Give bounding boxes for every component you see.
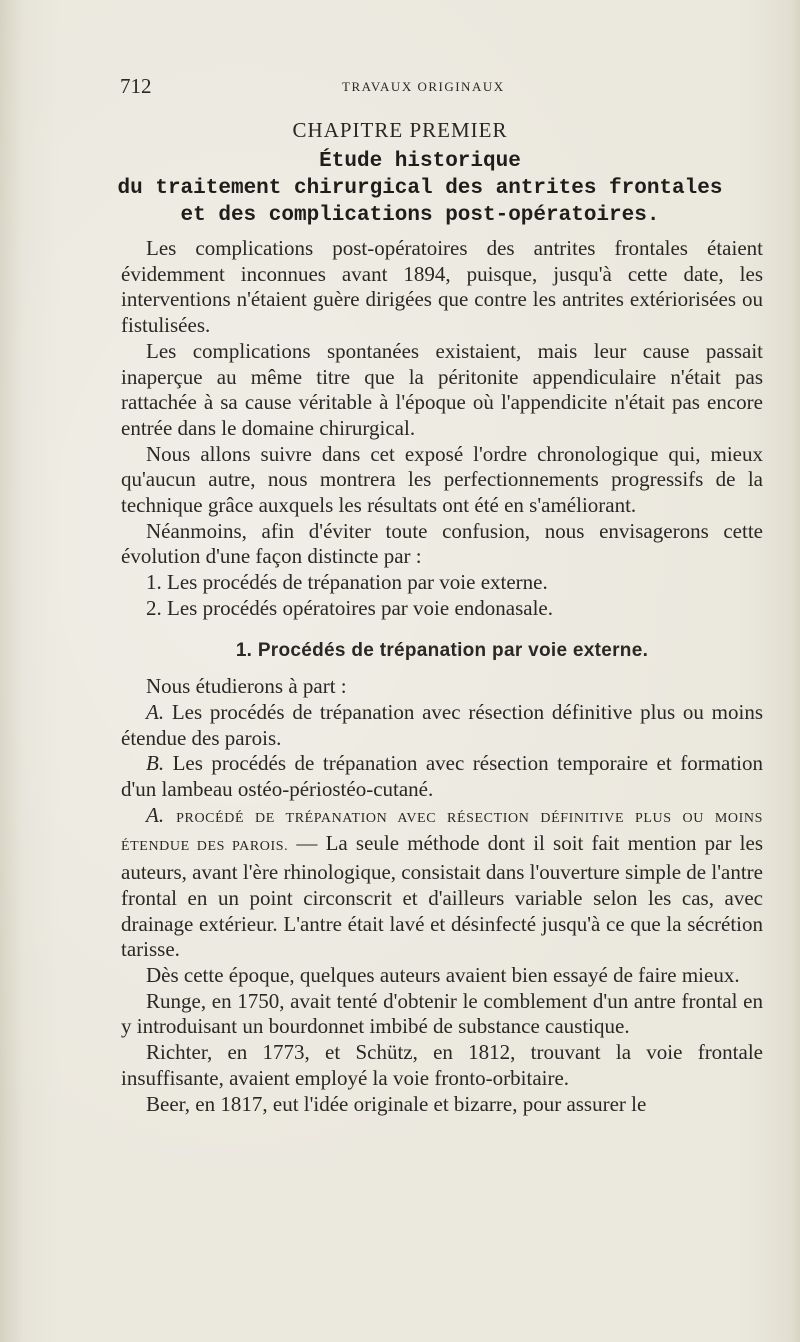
paragraph-8: Richter, en 1773, et Schütz, en 1812, trouvant la voie frontale insuffisante, avaient employé la voie fronto-orbitaire. [121, 1040, 763, 1090]
subsection-letter-b: B. [146, 751, 165, 776]
paragraph-3: Nous allons suivre dans cet exposé l'ordre chronologique qui, mieux qu'aucun autre, nous montrera les perfectionnements progressifs de la technique grâce auxquels les résultats ont été en s'améliorant. [121, 441, 763, 518]
list-item-1: 1. Les procédés de trépanation par voie externe. [146, 570, 548, 595]
paragraph-4: Néanmoins, afin d'éviter toute confusion, nous envisagerons cette évolution d'une façon distincte par : [121, 518, 763, 569]
page-number: 712 [120, 74, 152, 98]
subsection-a-detail-text: — La seule méthode dont il soit fait mention par les auteurs, avant l'ère rhinologique, consistait dans l'ouverture simple de l'antre frontal en un point circonscrit et d'ailleurs variable selon les cas, avec drainage extérieur. L'antre était lavé et désinfecté jusqu'à ce que la sécrétion tarisse. [121, 831, 763, 962]
paragraph-6: Dès cette époque, quelques auteurs avaient bien essayé de faire mieux. [146, 962, 740, 987]
chapter-title-line-1: Étude historique [319, 150, 521, 173]
subsection-b-item [121, 751, 763, 802]
chapter-label: CHAPITRE PREMIER [292, 118, 508, 142]
subsection-a-item [121, 700, 763, 751]
paragraph-5: Nous étudierons à part : [146, 674, 347, 699]
subsection-a-detail [121, 803, 763, 963]
subsection-letter-a: A. [146, 699, 165, 724]
chapter-title-line-3: et des complications post-opératoires. [180, 204, 660, 227]
subsection-b-text: Les procédés de trépanation avec résection temporaire et formation d'un lambeau ostéo-périostéo-cutané. [121, 751, 764, 802]
section-heading: 1. Procédés de trépanation par voie externe. [235, 639, 649, 661]
subsection-a-text: Les procédés de trépanation avec résection définitive plus ou moins étendue des parois. [121, 699, 764, 750]
paragraph-9: Beer, en 1817, eut l'idée originale et bizarre, pour assurer le [146, 1091, 647, 1116]
running-title: TRAVAUX ORIGINAUX [342, 79, 505, 94]
chapter-title [80, 148, 760, 229]
body-text [121, 236, 763, 1117]
subsection-letter-a-2: A. [146, 802, 165, 827]
list-item-2: 2. Les procédés opératoires par voie endonasale. [146, 595, 553, 620]
paragraph-7: Runge, en 1750, avait tenté d'obtenir le comblement d'un antre frontal en y introduisant un bourdonnet imbibé de substance caustique. [121, 988, 763, 1039]
paragraph-2: Les complications spontanées existaient, mais leur cause passait inaperçue au même titre que la péritonite appendiculaire n'était pas rattachée à sa cause véritable à l'époque où l'appendicite n'était pas encore entrée dans le domaine chirurgical. [121, 338, 763, 440]
chapter-title-line-2: du traitement chirurgical des antrites frontales [117, 177, 723, 200]
subsection-a-heading: PROCÉDÉ DE TRÉPANATION AVEC RÉSECTION DÉFINITIVE PLUS OU MOINS ÉTENDUE DES PAROIS. [121, 810, 764, 855]
paragraph-1: Les complications post-opératoires des antrites frontales étaient évidemment inconnues avant 1894, puisque, jusqu'à cette date, les interventions n'étaient guère dirigées que contre les antrites extériorisées ou fistulisées. [121, 236, 763, 338]
running-header [120, 74, 720, 98]
